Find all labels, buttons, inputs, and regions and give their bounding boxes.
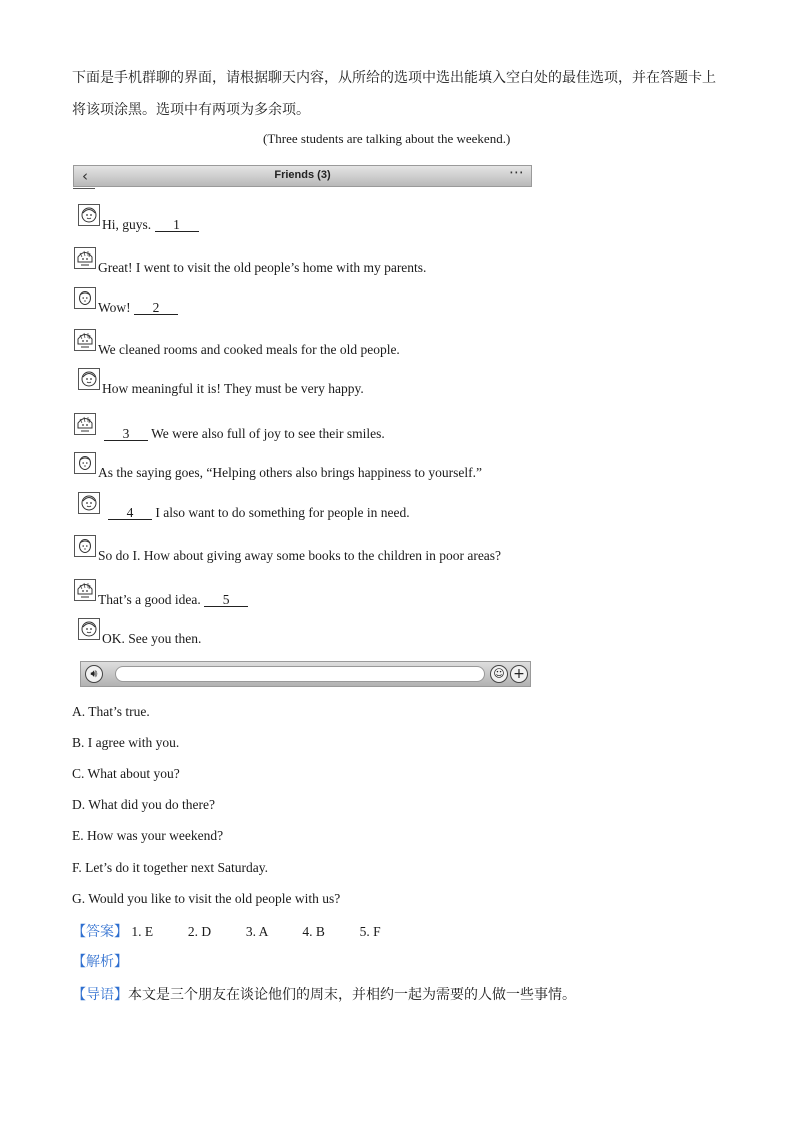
answer-4: 4. B [302,924,325,939]
avatar-icon [74,413,96,435]
answer-1: 1. E [131,924,154,939]
instruction-line-2: 将该项涂黑。选项中有两项为多余项。 [72,102,310,118]
avatar-icon [74,535,96,557]
avatar-icon [78,204,100,226]
intro-text: 本文是三个朋友在谈论他们的周末，并相约一起为需要的人做一些事情。 [128,987,576,1003]
message-text: OK. See you then. [102,631,202,646]
message-text: Wow! [98,300,135,315]
message-text: That’s a good idea. [98,592,205,607]
chat-title: Friends (3) [274,169,331,181]
chat-message-text [102,217,199,233]
message-text: We were also full of joy to see their smiles. [148,426,385,441]
message-text: So do I. How about giving away some books to the children in poor areas? [98,548,502,563]
message-text: Hi, guys. [102,217,155,232]
option-b: B. I agree with you. [72,735,180,750]
option-g: G. Would you like to visit the old people with us? [72,891,341,906]
option-e: E. How was your weekend? [72,828,224,843]
message-text: How meaningful it is! They must be very happy. [102,381,364,396]
avatar-icon [78,618,100,640]
ellipsis-icon[interactable]: ⋯ [509,163,525,181]
chat-message-text [98,342,400,358]
plus-icon[interactable]: + [510,665,528,683]
answer-blank: 4 [108,506,152,520]
title-bar-underline [73,188,95,189]
answer-line [72,921,381,941]
voice-icon[interactable]: 🔊︎ [85,665,103,683]
message-text: Great! I went to visit the old people’s home with my parents. [98,260,427,275]
instruction-line-1: 下面是手机群聊的界面，请根据聊天内容，从所给的选项中选出能填入空白处的最佳选项，并在答题卡上 [72,70,716,86]
chat-message-text [102,381,364,397]
answer-label-bracket: 【答案】 [72,924,128,940]
avatar-icon [74,579,96,601]
chat-message-text [98,426,385,442]
answer-blank: 5 [204,593,248,607]
avatar-icon [78,368,100,390]
chevron-left-icon[interactable]: ‹ [82,167,88,185]
chat-message-text [102,631,201,647]
analysis-label: 解析 [86,954,114,970]
intro-label: 导语 [86,987,114,1003]
chat-message-text [98,260,426,276]
chat-message-text [102,505,410,521]
chat-title-bar [73,165,532,187]
option-f: F. Let’s do it together next Saturday. [72,860,269,875]
answer-blank: 2 [134,301,178,315]
chat-message-text [98,300,178,316]
answer-label: 答案 [86,924,114,940]
avatar-icon [74,247,96,269]
chat-message-text [98,548,501,564]
option-d: D. What did you do there? [72,797,215,812]
message-text: I also want to do something for people in need. [152,505,410,520]
answer-5: 5. F [359,924,381,939]
chat-input-bar [80,661,531,687]
avatar-icon [78,492,100,514]
context-line: (Three students are talking about the weekend.) [263,131,511,146]
option-a: A. That’s true. [72,704,150,719]
intro-line: 【导语】本文是三个朋友在谈论他们的周末，并相约一起为需要的人做一些事情。 [72,987,576,1003]
answer-3: 3. A [245,924,268,939]
message-input[interactable] [115,666,485,682]
message-text: As the saying goes, “Helping others also brings happiness to yourself.” [98,465,482,480]
chat-message-text [98,592,248,608]
avatar-icon [74,329,96,351]
analysis-heading: 【解析】 [72,954,128,970]
smiley-icon[interactable]: ☺ [490,665,508,683]
avatar-icon [74,287,96,309]
avatar-icon [74,452,96,474]
answer-blank: 1 [155,218,199,232]
answer-2: 2. D [187,924,212,939]
chat-message-text [98,465,482,481]
answer-blank: 3 [104,427,148,441]
message-text: We cleaned rooms and cooked meals for the old people. [98,342,400,357]
option-c: C. What about you? [72,766,180,781]
